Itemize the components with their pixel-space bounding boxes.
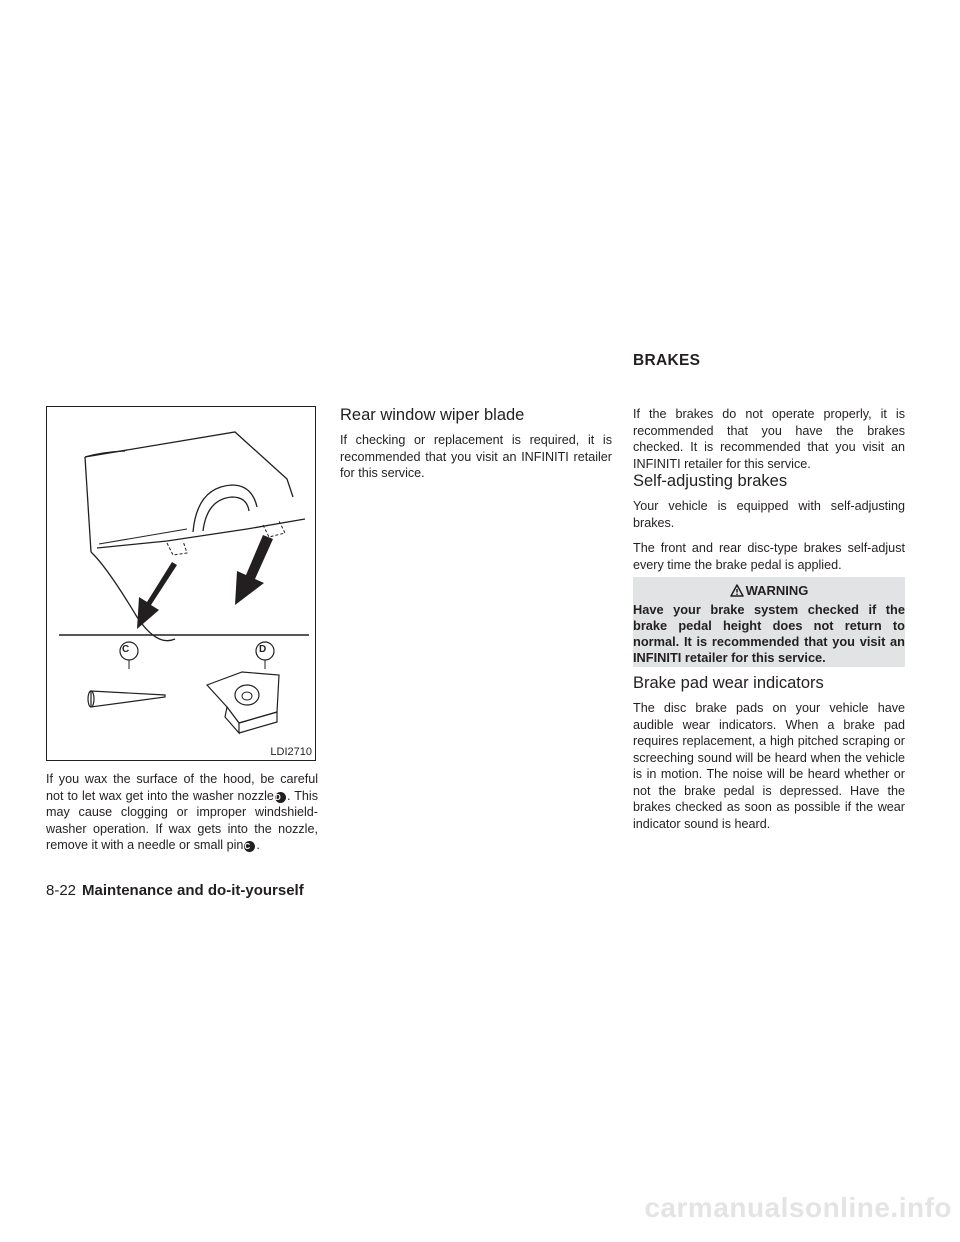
footer-section: Maintenance and do-it-yourself xyxy=(82,882,304,899)
rear-wiper-paragraph: If checking or replacement is required, it is recommended that you visit an INFINITI retailer for this service. xyxy=(340,433,612,480)
hood-nozzle-drawing xyxy=(47,407,316,761)
callout-d: D xyxy=(259,644,267,655)
self-adjusting-heading: Self-adjusting brakes xyxy=(633,472,788,490)
ref-d-icon: D xyxy=(275,792,286,803)
rear-wiper-heading: Rear window wiper blade xyxy=(340,406,525,424)
callout-c: C xyxy=(122,644,130,655)
page-footer xyxy=(46,882,304,899)
warning-triangle-icon xyxy=(730,584,744,597)
watermark: carmanualsonline.info xyxy=(644,1192,952,1223)
page-number: 8-22 xyxy=(46,882,77,899)
ref-c-icon: C xyxy=(244,841,255,852)
brake-pad-heading: Brake pad wear indicators xyxy=(633,674,824,692)
nozzle-paragraph xyxy=(46,771,318,854)
figure-id: LDI2710 xyxy=(270,746,312,758)
self-adjusting-p2: The front and rear disc-type brakes self-adjust every time the brake pedal is applied. xyxy=(633,541,905,572)
nozzle-text-3: . xyxy=(256,838,260,852)
nozzle-illustration xyxy=(46,406,316,761)
section-title: BRAKES xyxy=(633,352,701,369)
brake-pad-paragraph: The disc brake pads on your vehicle have audible wear indicators. When a brake pad requires replacement, a high pitched scraping or screeching sound will be heard when the vehicle is in motion. The noise will be heard whether or not the brake pedal is depressed. Have the brakes checked as soon as possible if the wear indicator sound is heard. xyxy=(633,701,905,831)
warning-label: WARNING xyxy=(745,583,809,598)
brakes-intro: If the brakes do not operate properly, it is recommended that you have the brakes checked. It is recommended that you visit an INFINITI retailer for this service. xyxy=(633,407,905,471)
self-adjusting-p1: Your vehicle is equipped with self-adjusting brakes. xyxy=(633,499,905,530)
warning-title xyxy=(633,583,905,598)
nozzle-text-1: If you wax the surface of the hood, be careful not to let wax get into the washer nozzle xyxy=(46,772,318,803)
warning-box xyxy=(633,577,905,667)
warning-text: Have your brake system checked if the brake pedal height does not return to normal. It is recommended that you visit an INFINITI retailer for this service. xyxy=(633,602,905,665)
nozzle-text-2: . This may cause clogging or improper windshield-washer operation. If wax gets into the nozzle, remove it with a needle or small pin xyxy=(46,788,318,852)
